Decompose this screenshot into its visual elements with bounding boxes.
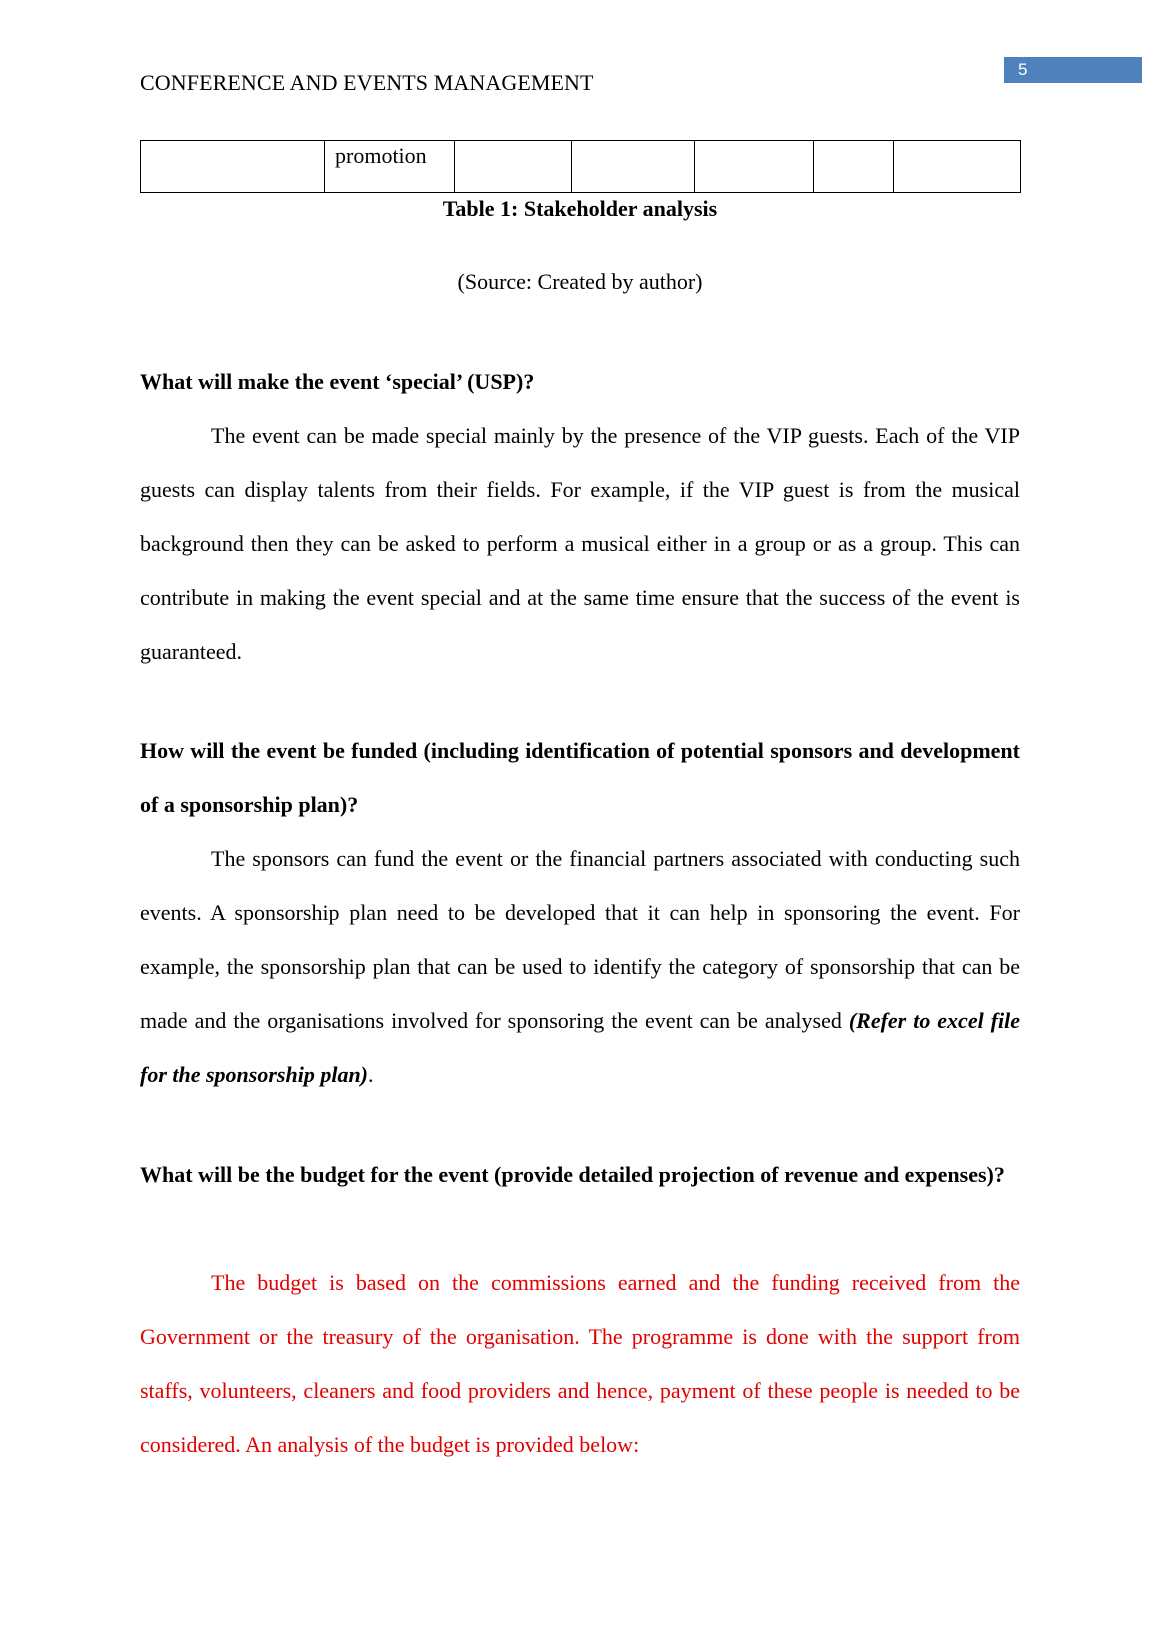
- table-cell: promotion: [325, 141, 455, 193]
- budget-body: The budget is based on the commissions earned and the funding received from the Government or the treasury of the organisation. The programme is done with the support from staffs, volunteers, cleaners and food providers and hence, payment of these people is needed to be considered. An analysis of the budget is provided below:: [140, 1270, 1020, 1457]
- budget-heading: What will be the budget for the event (provide detailed projection of revenue and expenses)?: [140, 1162, 1005, 1187]
- table-cell: [814, 141, 894, 193]
- funding-body-end: .: [368, 1062, 374, 1087]
- table-row: [141, 141, 1021, 193]
- usp-heading: What will make the event ‘special’ (USP)?: [140, 369, 535, 394]
- table-source: (Source: Created by author): [457, 269, 703, 294]
- funding-body: [140, 832, 1020, 1102]
- running-header: CONFERENCE AND EVENTS MANAGEMENT: [140, 70, 594, 95]
- table-cell: [455, 141, 572, 193]
- table-cell: [695, 141, 814, 193]
- table-cell: [894, 141, 1021, 193]
- funding-body-text: The sponsors can fund the event or the financial partners associated with conducting such events. A sponsorship plan need to be developed that it can help in sponsoring the event. For example, the sponsorship plan that can be used to identify the category of sponsorship that can be made and the organisations involved for sponsoring the event can be analysed: [140, 846, 1020, 1033]
- usp-body: The event can be made special mainly by the presence of the VIP guests. Each of the VIP guests can display talents from their fields. For example, if the VIP guest is from the musical background then they can be asked to perform a musical either in a group or as a group. This can contribute in making the event special and at the same time ensure that the success of the event is guaranteed.: [140, 423, 1020, 664]
- table-cell: [141, 141, 325, 193]
- page-number-badge: 5: [1004, 57, 1142, 83]
- stakeholder-table-fragment: [140, 140, 1021, 193]
- funding-heading: How will the event be funded (including identification of potential sponsors and development of a sponsorship plan)?: [140, 738, 1020, 817]
- table-caption: Table 1: Stakeholder analysis: [442, 196, 718, 221]
- funding-body-emphasis: (Refer to excel file for the sponsorship plan): [140, 1008, 1020, 1087]
- table-cell: [572, 141, 695, 193]
